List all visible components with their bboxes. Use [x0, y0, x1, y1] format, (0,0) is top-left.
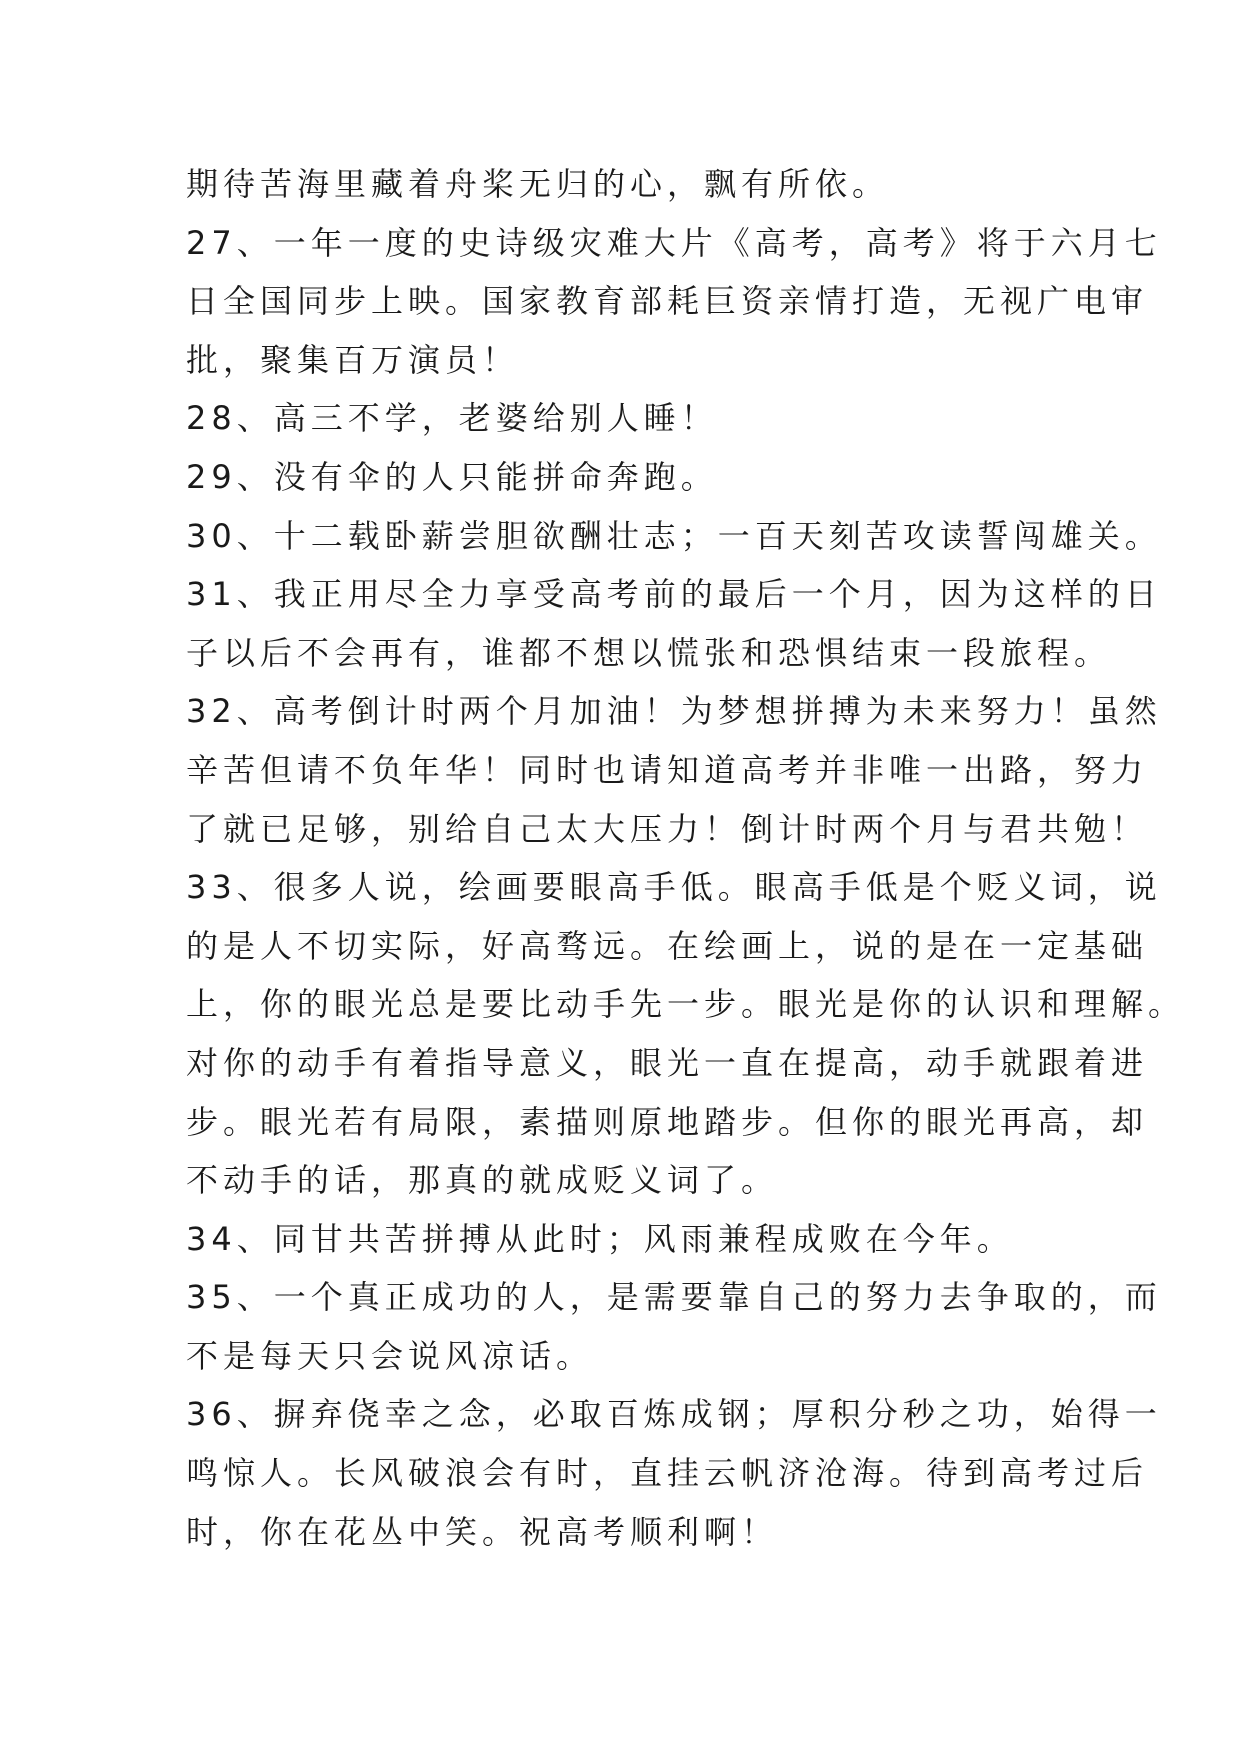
text-line: 了就已足够，别给自己太大压力！倒计时两个月与君共勉！	[186, 809, 1149, 848]
text-line: 30、十二载卧薪尝胆欲酬壮志；一百天刻苦攻读誓闯雄关。	[186, 516, 1162, 555]
text-line: 批，聚集百万演员！	[186, 340, 520, 379]
text-line: 的是人不切实际，好高骛远。在绘画上，说的是在一定基础	[186, 926, 1149, 965]
text-line: 期待苦海里藏着舟桨无归的心，飘有所依。	[186, 165, 890, 203]
text-line: 子以后不会再有，谁都不想以慌张和恐惧结束一段旅程。	[186, 633, 1112, 672]
text-line: 34、同甘共苦拼搏从此时；风雨兼程成败在今年。	[186, 1219, 1014, 1258]
text-line: 35、一个真正成功的人，是需要靠自己的努力去争取的，而	[186, 1278, 1162, 1317]
text-line: 辛苦但请不负年华！同时也请知道高考并非唯一出路，努力	[186, 750, 1149, 789]
text-line: 29、没有伞的人只能拼命奔跑。	[186, 457, 718, 496]
text-line: 步。眼光若有局限，素描则原地踏步。但你的眼光再高，却	[186, 1102, 1149, 1141]
text-line: 28、高三不学，老婆给别人睡！	[186, 399, 718, 438]
text-line: 不动手的话，那真的就成贬义词了。	[186, 1161, 779, 1200]
text-line: 时，你在花丛中笑。祝高考顺利啊！	[186, 1512, 779, 1551]
text-line: 27、一年一度的史诗级灾难大片《高考，高考》将于六月七	[186, 223, 1162, 262]
text-line: 上，你的眼光总是要比动手先一步。眼光是你的认识和理解。	[186, 985, 1186, 1024]
text-line: 31、我正用尽全力享受高考前的最后一个月，因为这样的日	[186, 575, 1162, 614]
text-line: 对你的动手有着指导意义，眼光一直在提高，动手就跟着进	[186, 1043, 1149, 1082]
text-line: 32、高考倒计时两个月加油！为梦想拼搏为未来努力！虽然	[186, 692, 1162, 731]
document-body	[186, 155, 1186, 1561]
text-line: 鸣惊人。长风破浪会有时，直挂云帆济沧海。待到高考过后	[186, 1454, 1149, 1493]
text-line: 日全国同步上映。国家教育部耗巨资亲情打造，无视广电审	[186, 282, 1149, 321]
text-line: 33、很多人说，绘画要眼高手低。眼高手低是个贬义词，说	[186, 868, 1162, 907]
text-line: 36、摒弃侥幸之念，必取百炼成钢；厚积分秒之功，始得一	[186, 1395, 1162, 1434]
text-line: 不是每天只会说风凉话。	[186, 1336, 594, 1375]
